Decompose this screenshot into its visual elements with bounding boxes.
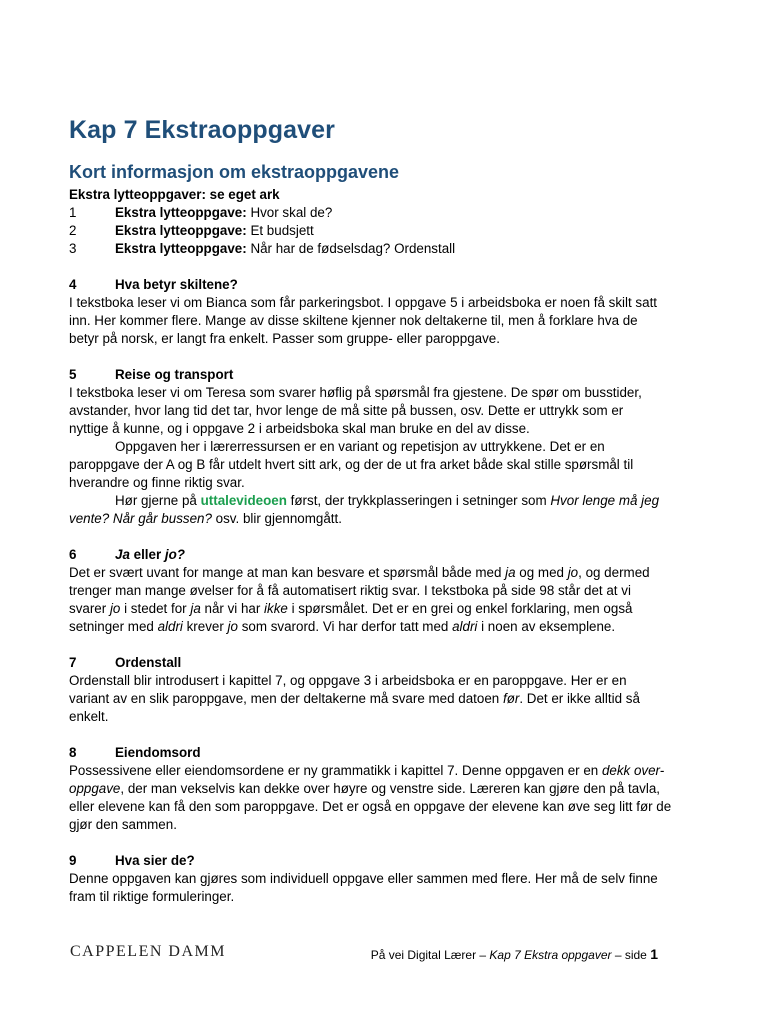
paragraph-line: setninger med aldri krever jo som svarord. Vi har derfor tatt med aldri i noen av eksemplene. bbox=[69, 619, 616, 634]
item-number: 3 bbox=[69, 241, 77, 256]
section-heading bbox=[69, 366, 699, 384]
paragraph-line: oppgave, der man vekselvis kan dekke over høyre og venstre side. Læreren kan gjøre den på tavla, bbox=[69, 781, 661, 796]
section-title: Eiendomsord bbox=[115, 745, 201, 760]
section-title: Ordenstall bbox=[115, 655, 182, 670]
item-label: Ekstra lytteoppgave: bbox=[115, 241, 247, 256]
paragraph-line: betyr på norsk, er langt fra enkelt. Passer som gruppe- eller paroppgave. bbox=[69, 331, 500, 346]
paragraph-line: Denne oppgaven kan gjøres som individuell oppgave eller sammen med flere. Her må de selv finne bbox=[69, 871, 658, 886]
document-body bbox=[69, 186, 699, 906]
item-text: Et budsjett bbox=[246, 223, 314, 238]
section-number: 6 bbox=[69, 547, 77, 562]
paragraph-line: I tekstboka leser vi om Bianca som får parkeringsbot. I oppgave 5 i arbeidsboka er noen få skilt satt bbox=[69, 295, 658, 310]
section-number: 7 bbox=[69, 655, 77, 670]
section-title: Hva sier de? bbox=[115, 853, 195, 868]
section-number: 5 bbox=[69, 367, 77, 382]
uttalevideoen-link[interactable]: uttalevideoen bbox=[200, 493, 287, 508]
page-footer: På vei Digital Lærer – Kap 7 Ekstra oppgaver – side 1 bbox=[370, 946, 658, 962]
section-heading bbox=[69, 744, 699, 762]
paragraph-line: gjør den sammen. bbox=[69, 817, 177, 832]
page-title: Kap 7 Ekstraoppgaver bbox=[69, 116, 335, 144]
page-subtitle: Kort informasjon om ekstraoppgavene bbox=[69, 162, 400, 182]
paragraph-line: svarer jo i stedet for ja når vi har ikke i spørsmålet. Det er en grei og enkel forklaring, men også bbox=[69, 601, 633, 616]
section-number: 8 bbox=[69, 745, 77, 760]
paragraph-line: variant av en slik paroppgave, men der deltakerne må svare med datoen før. Det er ikke alltid så bbox=[69, 691, 640, 706]
item-label: Ekstra lytteoppgave: bbox=[115, 205, 247, 220]
paragraph-line: nyttige å kunne, og i oppgave 2 i arbeidsboka skal man bruke en del av disse. bbox=[69, 421, 530, 436]
paragraph-line: fram til riktige formuleringer. bbox=[69, 889, 235, 904]
paragraph-line: avstander, hvor lang tid det tar, hvor lenge de må sitte på bussen, osv. Dette er uttrykk som er bbox=[69, 403, 624, 418]
paragraph-line: eller elevene kan få den som paroppgave. Det er også en oppgave der elevene kan øve seg litt før de bbox=[69, 799, 672, 814]
paragraph-line: hverandre og finne riktig svar. bbox=[69, 475, 245, 490]
paragraph-line: trenger man mange øvelser for å få automatisert riktig svar. I tekstboka på side 98 står det at vi bbox=[69, 583, 631, 598]
intro-line bbox=[69, 186, 699, 204]
paragraph-line: Det er svært uvant for mange at man kan besvare et spørsmål både med ja og med jo, og dermed bbox=[69, 565, 650, 580]
item-text: Når har de fødselsdag? Ordenstall bbox=[246, 241, 456, 256]
paragraph-line: enkelt. bbox=[69, 709, 109, 724]
item-text: Hvor skal de? bbox=[246, 205, 333, 220]
intro-bold: Ekstra lytteoppgaver: se eget ark bbox=[69, 187, 280, 202]
section-number: 4 bbox=[69, 277, 77, 292]
paragraph-line: Ordenstall blir introdusert i kapittel 7, og oppgave 3 i arbeidsboka er en paroppgave. Her er en bbox=[69, 673, 627, 688]
list-item bbox=[69, 204, 699, 222]
section-heading bbox=[69, 654, 699, 672]
publisher-logo: CAPPELEN DAMM bbox=[70, 943, 226, 960]
item-number: 1 bbox=[69, 205, 77, 220]
section-heading: 6 Ja eller jo? bbox=[69, 547, 185, 562]
item-number: 2 bbox=[69, 223, 77, 238]
paragraph-line: Hør gjerne på uttalevideoen først, der trykkplasseringen i setninger som Hvor lenge må jeg bbox=[115, 493, 660, 508]
paragraph-line: I tekstboka leser vi om Teresa som svarer høflig på spørsmål fra gjestene. De spør om busstider, bbox=[69, 385, 642, 400]
section-heading bbox=[69, 852, 699, 870]
section-title: Hva betyr skiltene? bbox=[115, 277, 238, 292]
paragraph-line: Possessivene eller eiendomsordene er ny grammatikk i kapittel 7. Denne oppgaven er en dekk over- bbox=[69, 763, 665, 778]
section-title: Reise og transport bbox=[115, 367, 234, 382]
page-number: 1 bbox=[650, 946, 658, 962]
paragraph-line: paroppgave der A og B får utdelt hvert sitt ark, og der de ut fra arket både skal stille spørsmål til bbox=[69, 457, 634, 472]
list-item bbox=[69, 240, 699, 258]
list-item bbox=[69, 222, 699, 240]
paragraph-line: inn. Her kommer flere. Mange av disse skiltene kjenner nok deltakerne til, men å forklare hva de bbox=[69, 313, 638, 328]
section-number: 9 bbox=[69, 853, 77, 868]
item-label: Ekstra lytteoppgave: bbox=[115, 223, 247, 238]
section-heading bbox=[69, 276, 699, 294]
paragraph-line: vente? Når går bussen? osv. blir gjennomgått. bbox=[69, 511, 342, 526]
paragraph-line: Oppgaven her i lærerressursen er en variant og repetisjon av uttrykkene. Det er en bbox=[115, 439, 605, 454]
